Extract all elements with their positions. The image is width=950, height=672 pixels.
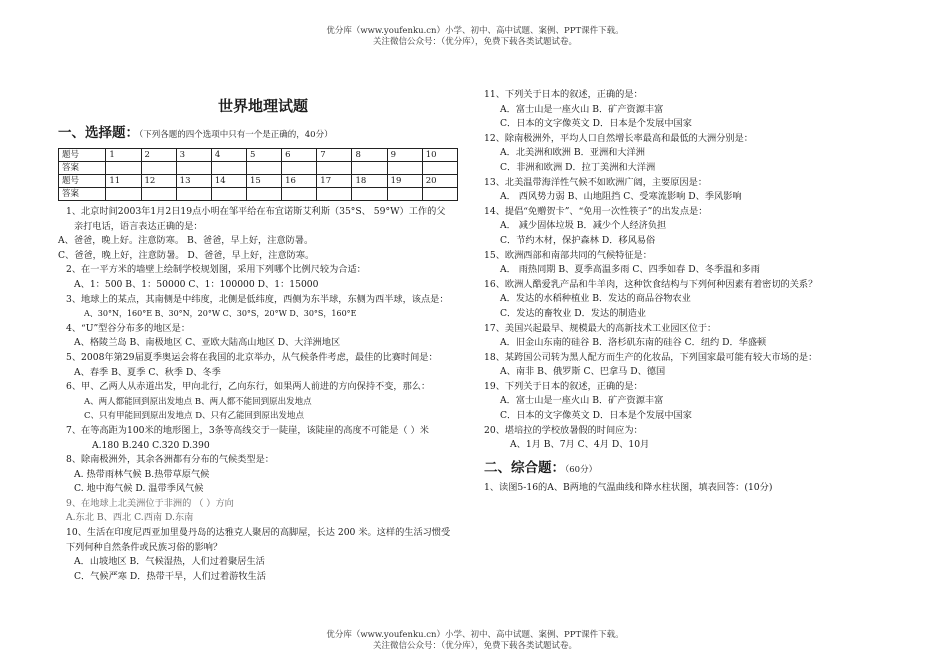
answer-cell[interactable] — [387, 162, 422, 175]
question-4-stem: 4、“U”型谷分布多的地区是： — [66, 322, 191, 334]
header-line-1: 优分库（www.youfenku.cn）小学、初中、高中试题、案例、PPT课件下载。 — [326, 26, 624, 36]
table-cell: 4 — [211, 149, 246, 162]
table-cell: 10 — [422, 149, 457, 162]
question-12-stem: 12、除南极洲外，平均人口自然增长率最高和最低的大洲分别是： — [484, 132, 753, 144]
question-7-stem: 7、在等高距为100米的地形图上，3条等高线交于一陡崖，该陡崖的高度不可能是（ ）米 — [66, 424, 429, 436]
table-cell: 1 — [106, 149, 141, 162]
table-row — [59, 149, 458, 162]
table-label-a: 答案 — [59, 162, 106, 175]
answer-cell[interactable] — [106, 188, 141, 201]
question-15-stem: 15、欧洲西部和南部共同的气候特征是： — [484, 249, 652, 261]
question-8-options-ab: A. 热带雨林气候 B.热带草原气候 — [74, 468, 210, 480]
question-1-options-cd: C、爸爸，晚上好，注意防暑。 D、爸爸，早上好，注意防寒。 — [58, 249, 315, 261]
question-10-line-2: 下列何种自然条件或民族习俗的影响？ — [66, 541, 223, 553]
question-14-options-ab: A． 减少固体垃圾 B．减少个人经济负担 — [500, 220, 667, 232]
section-2-title: 二、综合题： — [484, 459, 565, 476]
question-16-options-cd: C．发达的畜牧业 D．发达的制造业 — [500, 307, 646, 319]
table-cell: 6 — [282, 149, 317, 162]
question-6-stem: 6、甲、乙两人从赤道出发，甲向北行，乙向东行，如果两人前进的方向保持不变，那么： — [66, 381, 431, 393]
answer-cell[interactable] — [211, 188, 246, 201]
question-18-options: A、南非 B、俄罗斯 C、巴拿马 D、德国 — [500, 366, 666, 378]
question-10-options-ab: A．山坡地区 B．气候湿热，人们过着聚居生活 — [74, 556, 265, 568]
answer-cell[interactable] — [422, 188, 457, 201]
question-5-stem: 5、2008年第29届夏季奥运会将在我国的北京举办，从气候条件考虑，最佳的比赛时间是： — [66, 351, 438, 363]
question-7-options: A.180 B.240 C.320 D.390 — [92, 439, 210, 451]
question-21-stem: 1、读图5-16的A、B两地的气温曲线和降水柱状图，填表回答：(10分) — [484, 481, 773, 493]
section-1-note: （下列各题的四个选项中只有一个是正确的，40分） — [139, 130, 333, 140]
table-cell: 15 — [246, 175, 281, 188]
answer-cell[interactable] — [176, 162, 211, 175]
answer-cell[interactable] — [387, 188, 422, 201]
question-8-stem: 8、除南极洲外，其余各洲都有分布的气候类型是： — [66, 454, 274, 466]
question-1-line-2: 亲打电话，语言表达正确的是： — [74, 220, 203, 232]
question-12-options-cd: C．非洲和欧洲 D．拉丁美洲和大洋洲 — [500, 161, 656, 173]
answer-cell[interactable] — [422, 162, 457, 175]
answer-cell[interactable] — [352, 188, 387, 201]
section-1-title: 一、选择题： — [58, 125, 139, 141]
question-2-options: A、1：500 B、1：50000 C、1：100000 D、1：15000 — [74, 278, 319, 290]
question-5-options: A、春季 B、夏季 C、秋季 D、冬季 — [74, 366, 221, 378]
answer-cell[interactable] — [317, 188, 352, 201]
page-header — [0, 26, 950, 48]
answer-cell[interactable] — [282, 162, 317, 175]
footer-line-1: 优分库（www.youfenku.cn）小学、初中、高中试题、案例、PPT课件下载。 — [326, 630, 624, 640]
table-label-q: 题号 — [59, 149, 106, 162]
question-11-options-ab: A．富士山是一座火山 B．矿产资源丰富 — [500, 103, 664, 115]
footer-line-2: 关注微信公众号：（优分库），免费下载各类试题试卷。 — [372, 641, 577, 651]
question-8-options-cd: C. 地中海气候 D. 温带季风气候 — [74, 483, 204, 495]
table-cell: 8 — [352, 149, 387, 162]
table-cell: 3 — [176, 149, 211, 162]
left-column — [58, 96, 468, 584]
question-16-options-ab: A．发达的水稻种植业 B．发达的商品谷物农业 — [500, 293, 691, 305]
question-20-options: A、1月 B、7月 C、4月 D、10月 — [510, 439, 650, 451]
table-cell: 14 — [211, 175, 246, 188]
question-14-stem: 14、提倡“免赠贺卡”、“免用一次性筷子”的出发点是： — [484, 205, 708, 217]
question-13-stem: 13、北美温带海洋性气候不如欧洲广阔，主要原因是： — [484, 176, 708, 188]
question-10-line-1: 10、生活在印度尼西亚加里曼丹岛的达雅克人聚居的高脚屋，长达 200 米。这样的生活习惯受 — [66, 527, 451, 539]
answer-cell[interactable] — [141, 162, 176, 175]
question-16-stem: 16、欧洲人酷爱乳产品和牛羊肉，这种饮食结构与下列何种因素有着密切的关系？ — [484, 278, 818, 290]
table-cell: 12 — [141, 175, 176, 188]
question-1-options-ab: A、爸爸，晚上好。注意防寒。 B、爸爸，早上好，注意防暑。 — [58, 235, 314, 247]
answer-cell[interactable] — [141, 188, 176, 201]
table-cell: 11 — [106, 175, 141, 188]
question-4-options: A、格陵兰岛 B、南极地区 C、亚欧大陆高山地区 D、大洋洲地区 — [74, 337, 341, 349]
header-line-2: 关注微信公众号：（优分库），免费下载各类试题试卷。 — [372, 37, 577, 47]
question-19-stem: 19、下列关于日本的叙述，正确的是： — [484, 380, 643, 392]
answer-cell[interactable] — [176, 188, 211, 201]
page-footer — [0, 630, 950, 652]
table-row — [59, 188, 458, 201]
section-1-heading — [58, 122, 468, 146]
table-cell: 20 — [422, 175, 457, 188]
table-row — [59, 162, 458, 175]
question-2-stem: 2、在一平方米的墙壁上绘制学校规划图，采用下列哪个比例尺较为合适： — [66, 264, 366, 276]
question-15-options: A． 雨热同期 B、夏季高温多雨 C、四季如春 D、冬季温和多雨 — [500, 264, 760, 276]
table-cell: 13 — [176, 175, 211, 188]
answer-cell[interactable] — [246, 162, 281, 175]
question-12-options-ab: A．北美洲和欧洲 B．亚洲和大洋洲 — [500, 147, 645, 159]
question-19-options-ab: A．富士山是一座火山 B．矿产资源丰富 — [500, 395, 664, 407]
table-cell: 9 — [387, 149, 422, 162]
table-cell: 18 — [352, 175, 387, 188]
question-9-options: A.东北 B、西北 C.西南 D.东南 — [66, 512, 194, 524]
question-6-options-cd: C、只有甲能回到原出发地点 D、只有乙能回到原出发地点 — [84, 411, 305, 422]
question-3-stem: 3、地球上的某点，其南侧是中纬度，北侧是低纬度，西侧为东半球，东侧为西半球，该点是： — [66, 293, 449, 305]
answer-cell[interactable] — [246, 188, 281, 201]
table-cell: 19 — [387, 175, 422, 188]
question-6-options-ab: A、两人都能回到原出发地点 B、两人都不能回到原出发地点 — [84, 396, 312, 407]
question-11-options-cd: C．日本的文字像英文 D．日本是个发展中国家 — [500, 118, 692, 130]
question-18-stem: 18、某跨国公司转为黑人配方而生产的化妆品，下列国家最可能有较大市场的是： — [484, 351, 818, 363]
table-label-a: 答案 — [59, 188, 106, 201]
section-2-note: （60分） — [565, 464, 598, 475]
question-19-options-cd: C．日本的文字像英文 D．日本是个发展中国家 — [500, 410, 692, 422]
table-cell: 5 — [246, 149, 281, 162]
table-row — [59, 175, 458, 188]
table-label-q: 题号 — [59, 175, 106, 188]
section-2-heading — [484, 457, 904, 481]
answer-cell[interactable] — [282, 188, 317, 201]
table-cell: 7 — [317, 149, 352, 162]
table-cell: 16 — [282, 175, 317, 188]
answer-cell[interactable] — [106, 162, 141, 175]
question-11-stem: 11、下列关于日本的叙述，正确的是： — [484, 89, 643, 100]
answer-cell[interactable] — [352, 162, 387, 175]
question-3-options: A、30°N，160°E B、30°N，20°W C、30°S，20°W D、30°S，160°E — [84, 309, 357, 319]
question-17-options: A．旧金山东南的硅谷 B．洛杉矶东南的硅谷 C．纽约 D．华盛顿 — [500, 337, 767, 349]
question-13-options: A． 西风势力弱 B、山地阻挡 C、受寒流影响 D、季风影响 — [500, 191, 742, 203]
answer-table — [58, 148, 458, 201]
table-cell: 2 — [141, 149, 176, 162]
question-14-options-cd: C．节约木材，保护森林 D．移风易俗 — [500, 234, 656, 246]
question-9-stem: 9、在地球上北美洲位于非洲的 （ ）方向 — [66, 497, 234, 509]
question-10-options-cd: C．气候严寒 D．热带干旱，人们过着游牧生活 — [74, 570, 266, 582]
question-1-line-1: 1、北京时间2003年1月2日19点小明在邹平给在布宜诺斯艾利斯（35°S、 59°W）工作的父 — [66, 206, 446, 217]
right-column — [484, 88, 904, 495]
table-cell: 17 — [317, 175, 352, 188]
answer-cell[interactable] — [211, 162, 246, 175]
question-17-stem: 17、美国兴起最早、规模最大的高新技术工业园区位于： — [484, 322, 717, 334]
question-20-stem: 20、堪培拉的学校放暑假的时间应为： — [484, 424, 643, 436]
exam-title: 世界地理试题 — [217, 97, 308, 115]
answer-cell[interactable] — [317, 162, 352, 175]
